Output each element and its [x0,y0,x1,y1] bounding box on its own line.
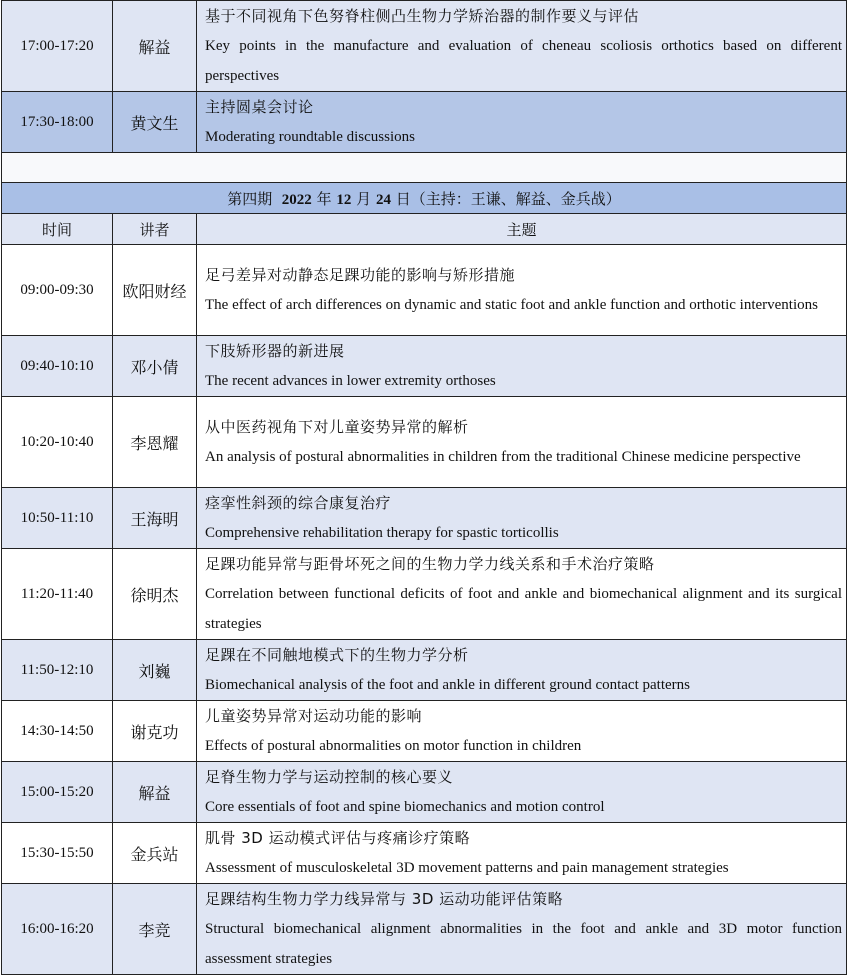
topic-zh: 主持圆桌会讨论 [205,98,314,116]
topic-cell [197,823,847,884]
topic-en: Biomechanical analysis of the foot and ankle in different ground contact patterns [205,677,690,693]
time-cell: 10:20-10:40 [2,397,113,488]
table-row [2,549,847,640]
session-year: 2022 [281,191,312,208]
topic-en: The recent advances in lower extremity orthoses [205,373,496,389]
speaker-cell: 解益 [113,1,197,92]
speaker-cell: 黄文生 [113,92,197,153]
schedule-table [1,0,847,975]
session-prefix: 第四期 [227,189,273,208]
column-header-topic: 主题 [197,214,847,245]
table-row [2,488,847,549]
table-row [2,701,847,762]
time-cell: 09:00-09:30 [2,245,113,336]
topic-cell [197,397,847,488]
topic-zh: 足踝在不同触地模式下的生物力学分析 [205,646,469,664]
topic-cell [197,640,847,701]
topic-zh: 从中医药视角下对儿童姿势异常的解析 [205,418,469,436]
topic-en: Correlation between functional deficits of foot and ankle and biomechanical alignment and its surgical strategies [205,586,842,632]
time-cell: 17:30-18:00 [2,92,113,153]
time-cell: 16:00-16:20 [2,884,113,975]
speaker-cell: 李竞 [113,884,197,975]
topic-en: Structural biomechanical alignment abnormalities in the foot and ankle and 3D motor function assessment strategies [205,921,842,967]
topic-en: Core essentials of foot and spine biomechanics and motion control [205,799,605,815]
table-row [2,92,847,153]
topic-en: Effects of postural abnormalities on motor function in children [205,738,582,754]
topic-en: Key points in the manufacture and evaluation of cheneau scoliosis orthotics based on different perspectives [205,38,842,84]
topic-cell [197,336,847,397]
speaker-cell: 谢克功 [113,701,197,762]
time-cell: 09:40-10:10 [2,336,113,397]
topic-cell [197,245,847,336]
topic-en: The effect of arch differences on dynamic and static foot and ankle function and orthotic interventions [205,297,818,313]
table-row [2,762,847,823]
topic-cell [197,884,847,975]
column-header-row [2,214,847,245]
topic-zh: 基于不同视角下色努脊柱侧凸生物力学矫治器的制作要义与评估 [205,7,640,25]
column-header-speaker: 讲者 [113,214,197,245]
session-day-unit: 日（主持：王谦、解益、金兵战） [395,189,621,208]
table-row [2,336,847,397]
topic-cell [197,549,847,640]
topic-cell [197,92,847,153]
table-row [2,397,847,488]
speaker-cell: 李恩耀 [113,397,197,488]
topic-en: Moderating roundtable discussions [205,129,415,145]
time-cell: 15:00-15:20 [2,762,113,823]
topic-cell [197,1,847,92]
time-cell: 11:20-11:40 [2,549,113,640]
topic-en: An analysis of postural abnormalities in children from the traditional Chinese medicine perspective [205,449,801,465]
topic-zh: 儿童姿势异常对运动功能的影响 [205,707,423,725]
topic-zh: 痉挛性斜颈的综合康复治疗 [205,494,392,512]
session-title [2,183,847,214]
time-cell: 14:30-14:50 [2,701,113,762]
table-row [2,884,847,975]
session-header [2,183,847,214]
topic-zh: 足踝结构生物力学力线异常与 3D 运动功能评估策略 [205,890,564,908]
topic-en: Assessment of musculoskeletal 3D movement patterns and pain management strategies [205,860,729,876]
session-month: 12 [336,191,352,208]
session-month-unit: 月 [356,189,372,208]
time-cell: 10:50-11:10 [2,488,113,549]
topic-zh: 足弓差异对动静态足踝功能的影响与矫形措施 [205,266,516,284]
speaker-cell: 邓小倩 [113,336,197,397]
speaker-cell: 金兵站 [113,823,197,884]
table-row [2,1,847,92]
table-row [2,245,847,336]
spacer-row [2,153,847,183]
topic-zh: 肌骨 3D 运动模式评估与疼痛诊疗策略 [205,829,471,847]
session-day: 24 [375,191,391,208]
topic-zh: 足脊生物力学与运动控制的核心要义 [205,768,454,786]
speaker-cell: 王海明 [113,488,197,549]
topic-cell [197,488,847,549]
time-cell: 15:30-15:50 [2,823,113,884]
speaker-cell: 解益 [113,762,197,823]
column-header-time: 时间 [2,214,113,245]
speaker-cell: 刘巍 [113,640,197,701]
topic-cell [197,701,847,762]
topic-cell [197,762,847,823]
speaker-cell: 徐明杰 [113,549,197,640]
topic-zh: 下肢矫形器的新进展 [205,342,345,360]
table-row [2,640,847,701]
time-cell: 17:00-17:20 [2,1,113,92]
topic-en: Comprehensive rehabilitation therapy for spastic torticollis [205,525,559,541]
session-year-unit: 年 [316,189,332,208]
speaker-cell: 欧阳财经 [113,245,197,336]
table-row [2,823,847,884]
time-cell: 11:50-12:10 [2,640,113,701]
topic-zh: 足踝功能异常与距骨坏死之间的生物力学力线关系和手术治疗策略 [205,555,655,573]
